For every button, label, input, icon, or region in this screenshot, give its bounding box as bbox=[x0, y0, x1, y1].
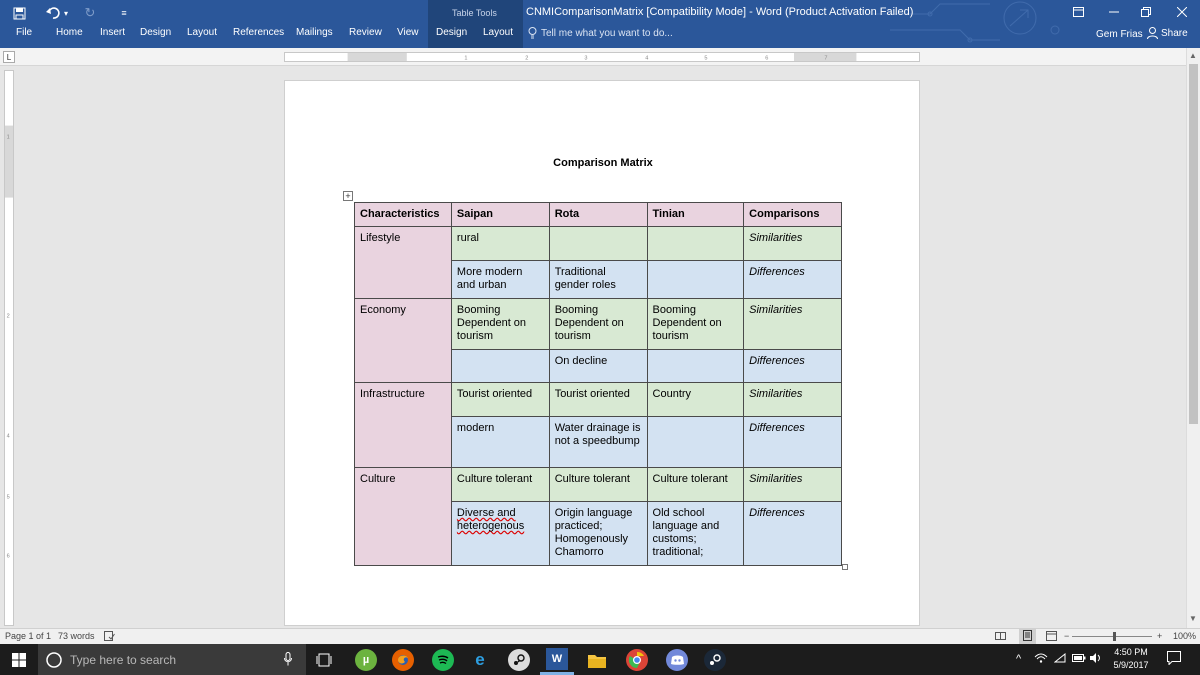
group-label-infrastructure[interactable]: Infrastructure bbox=[355, 383, 452, 468]
spotify-icon[interactable] bbox=[432, 649, 454, 671]
tab-table-layout[interactable]: Layout bbox=[483, 27, 514, 38]
comparison-cell[interactable]: Similarities bbox=[744, 227, 842, 261]
page-count[interactable]: Page 1 of 1 bbox=[5, 631, 52, 641]
table-cell[interactable]: modern bbox=[451, 417, 549, 468]
header-rota[interactable]: Rota bbox=[549, 203, 647, 227]
tell-me-search[interactable] bbox=[528, 27, 673, 39]
svg-text:5: 5 bbox=[704, 55, 708, 62]
table-cell[interactable]: Booming Dependent on tourism bbox=[451, 299, 549, 350]
table-cell[interactable]: Tourist oriented bbox=[549, 383, 647, 417]
table-cell[interactable] bbox=[549, 227, 647, 261]
spellcheck-word[interactable]: Diverse and heterogenous bbox=[456, 507, 525, 532]
svg-text:3: 3 bbox=[584, 55, 588, 62]
tab-design[interactable]: Design bbox=[140, 27, 172, 38]
comparison-cell[interactable]: Differences bbox=[744, 417, 842, 468]
tab-mailings[interactable]: Mailings bbox=[296, 27, 333, 38]
vertical-scrollbar[interactable] bbox=[1186, 48, 1200, 628]
taskbar-search-box[interactable] bbox=[38, 644, 306, 675]
table-cell[interactable] bbox=[647, 261, 744, 299]
user-name[interactable]: Gem Frias bbox=[1096, 29, 1143, 40]
network-tray-icon[interactable] bbox=[1034, 653, 1048, 666]
svg-text:5: 5 bbox=[6, 494, 10, 501]
comparison-matrix-table[interactable] bbox=[354, 202, 842, 566]
table-cell[interactable] bbox=[451, 502, 549, 566]
zoom-in-icon[interactable]: + bbox=[1157, 631, 1163, 641]
header-comparisons[interactable]: Comparisons bbox=[744, 203, 842, 227]
tab-view[interactable]: View bbox=[397, 27, 419, 38]
tell-me-text: Tell me what you want to do... bbox=[541, 27, 673, 39]
table-cell[interactable] bbox=[451, 350, 549, 383]
ribbon-display-icon[interactable] bbox=[1060, 2, 1096, 22]
search-icon bbox=[46, 652, 62, 668]
table-cell[interactable]: Origin language practiced; Homogenously Chamorro bbox=[549, 502, 647, 566]
table-cell[interactable]: More modern and urban bbox=[451, 261, 549, 299]
taskbar bbox=[0, 644, 1200, 675]
svg-text:2: 2 bbox=[525, 55, 529, 62]
minimize-icon[interactable] bbox=[1096, 2, 1132, 22]
steam-client-icon[interactable] bbox=[704, 649, 726, 671]
tab-home[interactable]: Home bbox=[56, 27, 83, 38]
comparison-cell[interactable]: Similarities bbox=[744, 468, 842, 502]
close-icon[interactable] bbox=[1164, 2, 1200, 22]
table-cell[interactable]: Old school language and customs; traditional; bbox=[647, 502, 744, 566]
status-bar bbox=[0, 628, 1200, 644]
word-icon[interactable]: W bbox=[546, 648, 568, 670]
task-view-icon[interactable] bbox=[313, 649, 335, 671]
group-label-lifestyle[interactable]: Lifestyle bbox=[355, 227, 452, 299]
zoom-out-icon[interactable]: − bbox=[1064, 631, 1070, 641]
comparison-cell[interactable]: Similarities bbox=[744, 299, 842, 350]
svg-text:7: 7 bbox=[824, 55, 828, 62]
table-cell[interactable]: Traditional gender roles bbox=[549, 261, 647, 299]
table-cell[interactable]: Culture tolerant bbox=[451, 468, 549, 502]
tab-layout[interactable]: Layout bbox=[187, 27, 218, 38]
svg-text:2: 2 bbox=[6, 313, 10, 320]
table-cell[interactable] bbox=[647, 417, 744, 468]
system-clock[interactable] bbox=[1106, 646, 1156, 672]
share-person-icon bbox=[1147, 27, 1158, 39]
header-tinian[interactable]: Tinian bbox=[647, 203, 744, 227]
tab-file[interactable]: File bbox=[16, 27, 33, 38]
table-cell[interactable] bbox=[647, 227, 744, 261]
clock-date: 5/9/2017 bbox=[1113, 660, 1149, 670]
word-count[interactable]: 73 words bbox=[58, 631, 95, 641]
clock-time: 4:50 PM bbox=[1114, 647, 1148, 657]
search-placeholder: Type here to search bbox=[70, 652, 177, 667]
table-tools-label: Table Tools bbox=[452, 8, 497, 18]
file-explorer-icon[interactable] bbox=[586, 649, 608, 671]
table-cell[interactable]: Booming Dependent on tourism bbox=[647, 299, 744, 350]
tab-references[interactable]: References bbox=[233, 27, 285, 38]
comparison-cell[interactable]: Differences bbox=[744, 502, 842, 566]
microphone-icon[interactable] bbox=[284, 652, 292, 666]
undo-icon[interactable] bbox=[44, 5, 62, 21]
table-cell[interactable]: rural bbox=[451, 227, 549, 261]
discord-icon[interactable] bbox=[666, 649, 688, 671]
windows-start-icon[interactable] bbox=[0, 644, 38, 675]
steam-icon[interactable] bbox=[508, 649, 530, 671]
svg-text:4: 4 bbox=[6, 433, 10, 440]
svg-text:1: 1 bbox=[464, 55, 468, 62]
window-title: CNMIComparisonMatrix [Compatibility Mode] - Word (Product Activation Failed) bbox=[526, 6, 914, 18]
customize-qat-icon[interactable]: ≡ bbox=[121, 8, 127, 18]
horizontal-ruler[interactable] bbox=[284, 52, 920, 62]
volume-icon[interactable] bbox=[1090, 653, 1102, 666]
lightbulb-icon bbox=[528, 27, 537, 39]
battery-icon[interactable] bbox=[1072, 653, 1086, 665]
vertical-ruler[interactable] bbox=[4, 70, 14, 626]
table-row bbox=[355, 227, 842, 261]
tab-insert[interactable]: Insert bbox=[100, 27, 126, 38]
table-cell[interactable]: Tourist oriented bbox=[451, 383, 549, 417]
title-bar bbox=[0, 0, 1200, 48]
undo-dropdown-icon[interactable]: ▾ bbox=[63, 8, 68, 18]
document-title[interactable]: Comparison Matrix bbox=[553, 157, 653, 169]
scroll-thumb[interactable] bbox=[1189, 64, 1198, 424]
read-mode-icon[interactable] bbox=[995, 631, 1006, 643]
share-button[interactable] bbox=[1147, 27, 1188, 39]
comparison-cell[interactable]: Similarities bbox=[744, 383, 842, 417]
table-cell[interactable]: Culture tolerant bbox=[647, 468, 744, 502]
wifi-icon[interactable] bbox=[1054, 653, 1066, 666]
zoom-level[interactable]: 100% bbox=[1173, 631, 1197, 641]
zoom-slider[interactable] bbox=[1072, 636, 1152, 637]
document-page[interactable] bbox=[284, 80, 920, 626]
zoom-slider-thumb[interactable] bbox=[1113, 632, 1116, 641]
edge-icon[interactable]: e bbox=[475, 650, 485, 669]
header-saipan[interactable]: Saipan bbox=[451, 203, 549, 227]
table-header-row bbox=[355, 203, 842, 227]
redo-icon: ↻ bbox=[84, 5, 96, 20]
comparison-cell[interactable]: Differences bbox=[744, 350, 842, 383]
svg-text:6: 6 bbox=[765, 55, 769, 62]
table-resize-handle[interactable] bbox=[842, 564, 848, 570]
tab-review[interactable]: Review bbox=[349, 27, 382, 38]
tab-selector[interactable]: L bbox=[3, 51, 15, 63]
table-row bbox=[355, 299, 842, 350]
table-row bbox=[355, 383, 842, 417]
table-row bbox=[355, 468, 842, 502]
comparison-cell[interactable]: Differences bbox=[744, 261, 842, 299]
table-cell[interactable]: Water drainage is not a speedbump bbox=[549, 417, 647, 468]
proofing-icon[interactable] bbox=[104, 631, 115, 643]
scroll-up-icon[interactable]: ▲ bbox=[1189, 51, 1197, 60]
print-layout-icon[interactable] bbox=[1019, 629, 1036, 644]
group-label-economy[interactable]: Economy bbox=[355, 299, 452, 383]
notification-icon[interactable] bbox=[1167, 651, 1181, 668]
table-cell[interactable]: Booming Dependent on tourism bbox=[549, 299, 647, 350]
svg-text:6: 6 bbox=[6, 553, 10, 560]
table-cell[interactable]: Country bbox=[647, 383, 744, 417]
show-hidden-icons[interactable]: ^ bbox=[1016, 653, 1022, 665]
table-move-handle[interactable]: + bbox=[343, 191, 353, 201]
tab-table-design[interactable]: Design bbox=[436, 27, 468, 38]
group-label-culture[interactable]: Culture bbox=[355, 468, 452, 566]
table-cell[interactable]: Culture tolerant bbox=[549, 468, 647, 502]
web-layout-icon[interactable] bbox=[1046, 631, 1057, 643]
table-cell[interactable]: On decline bbox=[549, 350, 647, 383]
chrome-icon[interactable] bbox=[626, 649, 648, 671]
table-cell[interactable] bbox=[647, 350, 744, 383]
firefox-icon[interactable] bbox=[392, 649, 414, 671]
scroll-down-icon[interactable]: ▼ bbox=[1189, 614, 1197, 623]
utorrent-icon[interactable]: µ bbox=[355, 649, 377, 671]
share-label: Share bbox=[1161, 27, 1188, 39]
header-characteristics[interactable]: Characteristics bbox=[355, 203, 452, 227]
svg-text:1: 1 bbox=[6, 134, 10, 141]
restore-icon[interactable] bbox=[1128, 2, 1164, 22]
svg-text:4: 4 bbox=[645, 55, 649, 62]
save-icon[interactable] bbox=[10, 5, 28, 21]
